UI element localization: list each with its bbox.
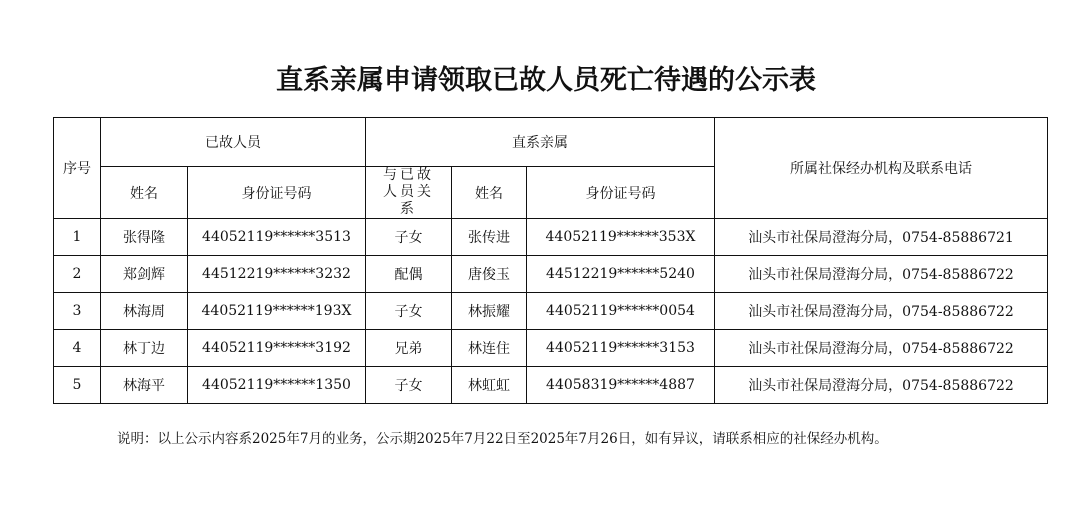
cell-relation: 配偶 bbox=[366, 256, 452, 293]
header-deceased-group: 已故人员 bbox=[101, 118, 366, 167]
table-row bbox=[54, 219, 1048, 256]
cell-relation: 兄弟 bbox=[366, 330, 452, 367]
header-row-1 bbox=[54, 118, 1048, 167]
notice-table bbox=[53, 117, 1048, 404]
footnote: 说明：以上公示内容系2025年7月的业务，公示期2025年7月22日至2025年7月26日，如有异议，请联系相应的社保经办机构。 bbox=[117, 431, 888, 447]
cell-relative-name: 林振耀 bbox=[452, 293, 527, 330]
header-id-number: 身份证号码 bbox=[188, 167, 366, 219]
cell-relative-id: 44052119******3153 bbox=[527, 330, 715, 367]
header-seq: 序号 bbox=[54, 118, 101, 219]
cell-relative-id: 44058319******4887 bbox=[527, 367, 715, 404]
cell-id: 44052119******1350 bbox=[188, 367, 366, 404]
table-row bbox=[54, 293, 1048, 330]
cell-id: 44052119******3192 bbox=[188, 330, 366, 367]
header-name: 姓名 bbox=[101, 167, 188, 219]
cell-seq: 1 bbox=[54, 219, 101, 256]
cell-agency: 汕头市社保局澄海分局，0754-85886722 bbox=[715, 256, 1048, 293]
header-agency-contact: 所属社保经办机构及联系电话 bbox=[715, 118, 1048, 219]
header-relation bbox=[366, 167, 452, 219]
cell-agency: 汕头市社保局澄海分局，0754-85886721 bbox=[715, 219, 1048, 256]
cell-agency: 汕头市社保局澄海分局，0754-85886722 bbox=[715, 330, 1048, 367]
cell-name: 郑剑辉 bbox=[101, 256, 188, 293]
cell-name: 张得隆 bbox=[101, 219, 188, 256]
cell-relative-id: 44052119******0054 bbox=[527, 293, 715, 330]
header-relative-group: 直系亲属 bbox=[366, 118, 715, 167]
cell-name: 林海平 bbox=[101, 367, 188, 404]
page-title: 直系亲属申请领取已故人员死亡待遇的公示表 bbox=[276, 65, 816, 96]
header-relation-text: 与已故人员关系 bbox=[383, 167, 434, 217]
cell-name: 林海周 bbox=[101, 293, 188, 330]
cell-agency: 汕头市社保局澄海分局，0754-85886722 bbox=[715, 293, 1048, 330]
cell-id: 44052119******193X bbox=[188, 293, 366, 330]
table-row bbox=[54, 367, 1048, 404]
cell-id: 44052119******3513 bbox=[188, 219, 366, 256]
cell-relative-id: 44052119******353X bbox=[527, 219, 715, 256]
header-relative-name: 姓名 bbox=[452, 167, 527, 219]
cell-agency: 汕头市社保局澄海分局，0754-85886722 bbox=[715, 367, 1048, 404]
header-relative-id-number: 身份证号码 bbox=[527, 167, 715, 219]
cell-relation: 子女 bbox=[366, 293, 452, 330]
cell-relative-name: 唐俊玉 bbox=[452, 256, 527, 293]
cell-seq: 3 bbox=[54, 293, 101, 330]
table-row bbox=[54, 330, 1048, 367]
cell-seq: 4 bbox=[54, 330, 101, 367]
cell-relative-id: 44512219******5240 bbox=[527, 256, 715, 293]
cell-relative-name: 林连住 bbox=[452, 330, 527, 367]
table-row bbox=[54, 256, 1048, 293]
cell-seq: 2 bbox=[54, 256, 101, 293]
cell-relation: 子女 bbox=[366, 219, 452, 256]
cell-seq: 5 bbox=[54, 367, 101, 404]
cell-name: 林丁边 bbox=[101, 330, 188, 367]
cell-relation: 子女 bbox=[366, 367, 452, 404]
cell-id: 44512219******3232 bbox=[188, 256, 366, 293]
cell-relative-name: 林虹虹 bbox=[452, 367, 527, 404]
cell-relative-name: 张传进 bbox=[452, 219, 527, 256]
